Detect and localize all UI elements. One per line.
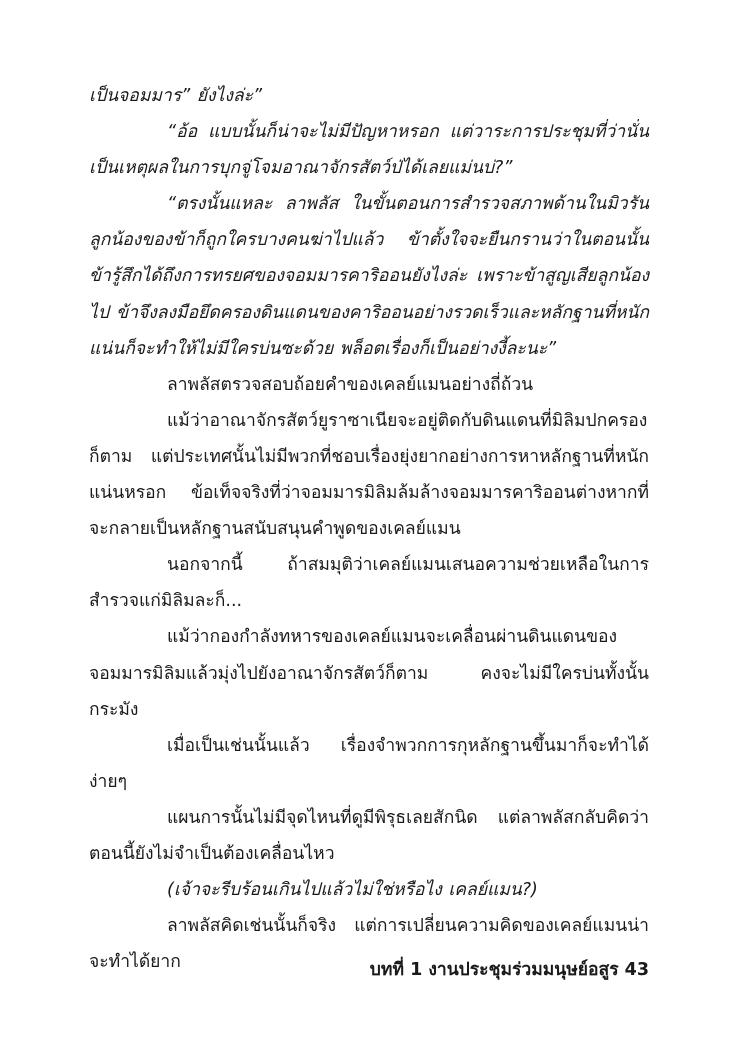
page-footer (89, 955, 649, 985)
paragraph: แผนการนั้นไม่มีจุดไหนที่ดูมีพิรุธเลยสักนิด แต่ลาพลัสกลับคิดว่าตอนนี้ยังไม่จำเป็นต้องเคลื่อนไหว (89, 807, 649, 864)
paragraph: “ตรงนั้นแหละ ลาพลัส ในขั้นตอนการสำรวจสภาพด้านในมิวรันลูกน้องของข้าก็ถูกใครบางคนฆ่าไปแล้ว ข้าตั้งใจจะยืนกรานว่าในตอนนั้นข้ารู้สึกได้ถึงการทรยศของจอมมารคาริออนยังไงล่ะ เพราะข้าสูญเสียลูกน้องไป ข้าจึงลงมือยึดครองดินแดนของคาริออนอย่างรวดเร็วและหลักฐานที่หนักแน่นก็จะทำให้ไม่มีใครบ่นซะด้วย พล็อตเรื่องก็เป็นอย่างงี้ละนะ” (89, 194, 649, 359)
paragraph: (เจ้าจะรีบร้อนเกินไปแล้วไม่ใช่หรือไง เคลย์แมน?) (167, 880, 538, 901)
paragraph: ลาพลัสตรวจสอบถ้อยคำของเคลย์แมนอย่างถี่ถ้วน (167, 374, 534, 395)
paragraph: เมื่อเป็นเช่นนั้นแล้ว เรื่องจำพวกการกุหลักฐานขึ้นมาก็จะทำได้ง่ายๆ (89, 735, 649, 792)
paragraph: แม้ว่ากองกำลังทหารของเคลย์แมนจะเคลื่อนผ่านดินแดนของจอมมารมิลิมแล้วมุ่งไปยังอาณาจักรสัตว์ก็ตาม คงจะไม่มีใครบ่นทั้งนั้นกระมัง (89, 627, 649, 720)
paragraph: ลาพลัสคิดเช่นนั้นก็จริง แต่การเปลี่ยนความคิดของเคลย์แมนน่าจะทำได้ยาก (89, 916, 649, 973)
chapter-title: บทที่ 1 งานประชุมร่วมมนุษย์อสูร (369, 960, 619, 980)
paragraph: แม้ว่าอาณาจักรสัตว์ยูราซาเนียจะอยู่ติดกับดินแดนที่มิลิมปกครองก็ตาม แต่ประเทศนั้นไม่มีพวกที่ชอบเรื่องยุ่งยากอย่างการหาหลักฐานที่หนักแน่นหรอก ข้อเท็จจริงที่ว่าจอมมารมิลิมล้มล้างจอมมารคาริออนต่างหากที่จะกลายเป็นหลักฐานสนับสนุนคำพูดของเคลย์แมน (89, 410, 649, 540)
page-body (89, 78, 649, 980)
paragraph: เป็นจอมมาร” ยังไงล่ะ” (89, 86, 263, 106)
paragraph: นอกจากนี้ ถ้าสมมุติว่าเคลย์แมนเสนอความช่วยเหลือในการสำรวจแก่มิลิมละก็... (89, 555, 649, 612)
paragraph: “อ้อ แบบนั้นก็น่าจะไม่มีปัญหาหรอก แต่วาระการประชุมที่ว่านั่นเป็นเหตุผลในการบุกจู่โจมอาณาจักรสัตว์ป่ได้เลยแม่นบ่?” (89, 122, 649, 179)
page-number: 43 (624, 960, 649, 980)
